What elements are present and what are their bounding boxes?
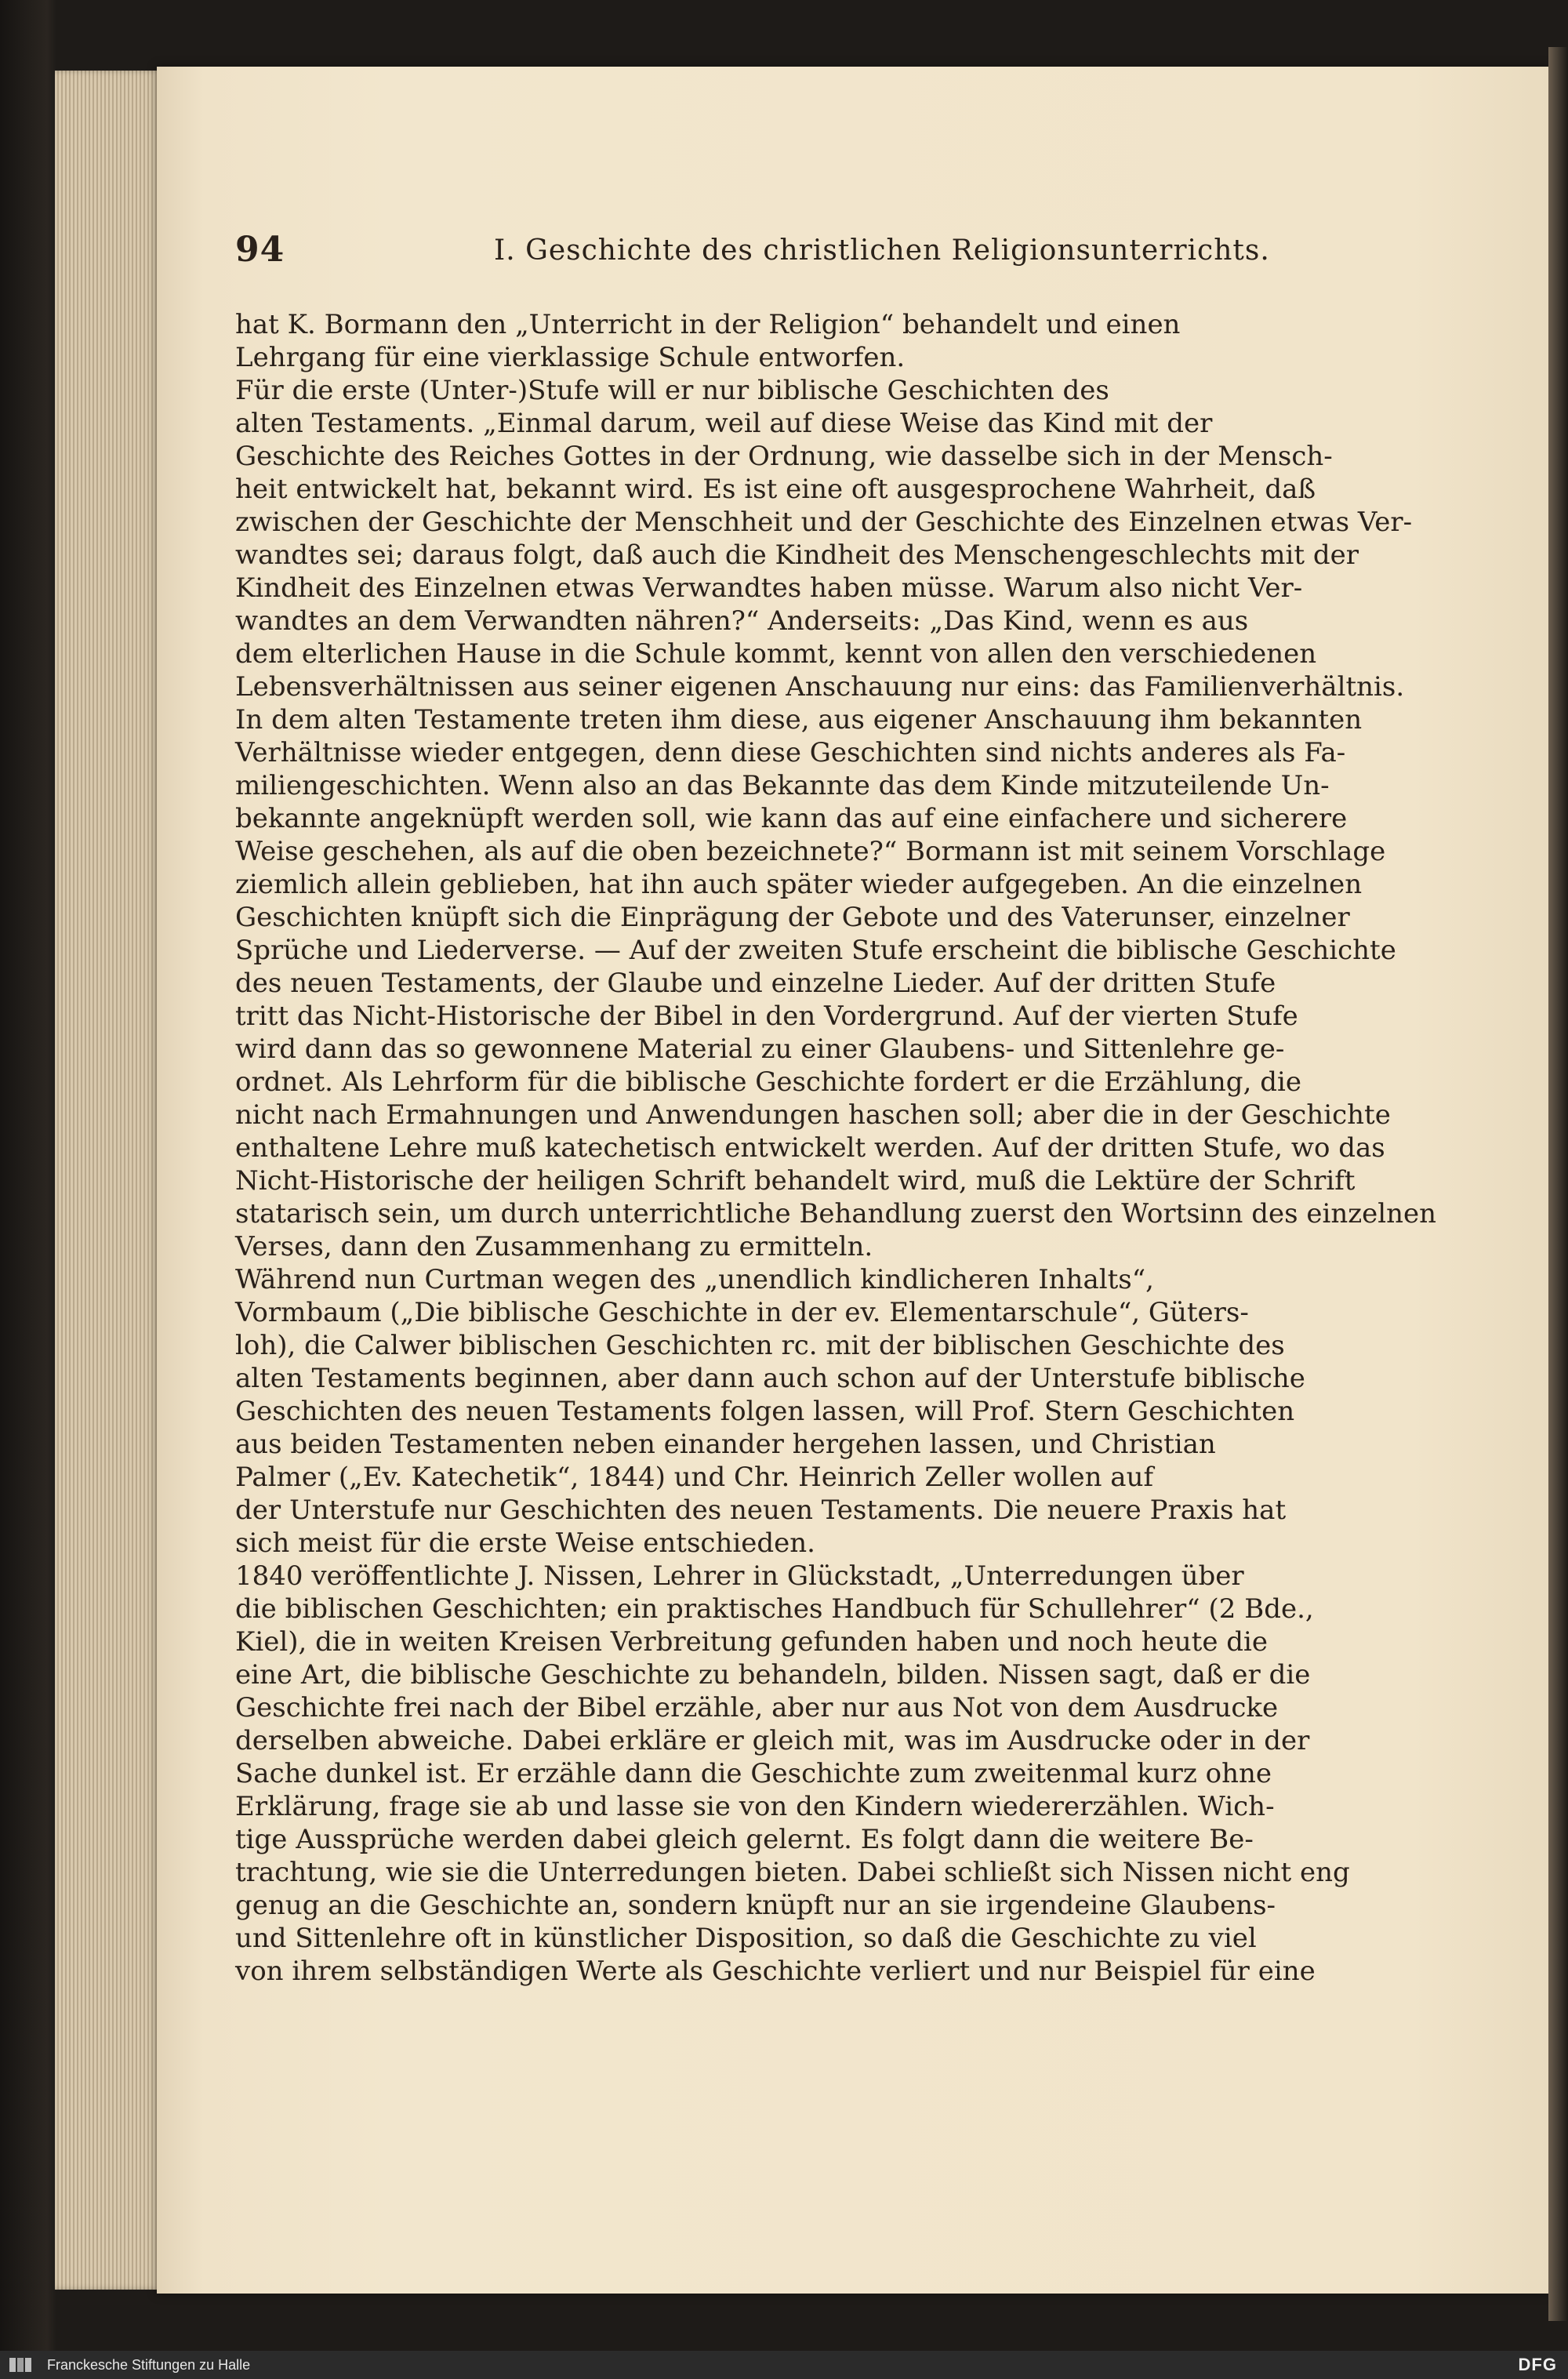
text-line: Nicht-Historische der heiligen Schrift behandelt wird, muß die Lektüre der Schrift bbox=[235, 1165, 1356, 1197]
text-line: enthaltene Lehre muß katechetisch entwickelt werden. Auf der dritten Stufe, wo das bbox=[235, 1132, 1385, 1164]
text-line: Geschichten des neuen Testaments folgen lassen, will Prof. Stern Geschichten bbox=[235, 1396, 1295, 1427]
text-line: eine Art, die biblische Geschichte zu behandeln, bilden. Nissen sagt, daß er die bbox=[235, 1659, 1311, 1691]
text-line: sich meist für die erste Weise entschieden. bbox=[235, 1527, 815, 1559]
body-text bbox=[235, 308, 1446, 1988]
text-line: aus beiden Testamenten neben einander hergehen lassen, und Christian bbox=[235, 1429, 1216, 1460]
text-line: Vormbaum („Die biblische Geschichte in der ev. Elementarschule“, Güters- bbox=[235, 1297, 1249, 1328]
text-line: wandtes sei; daraus folgt, daß auch die Kindheit des Menschengeschlechts mit der bbox=[235, 539, 1359, 571]
page-number: 94 bbox=[235, 230, 285, 270]
text-line: die biblischen Geschichten; ein praktisches Handbuch für Schullehrer“ (2 Bde., bbox=[235, 1593, 1314, 1625]
text-line: Weise geschehen, als auf die oben bezeichnete?“ Bormann ist mit seinem Vorschlage bbox=[235, 836, 1386, 867]
text-line: Sprüche und Liederverse. — Auf der zweiten Stufe erscheint die biblische Geschichte bbox=[235, 935, 1396, 966]
text-line: loh), die Calwer biblischen Geschichten rc. mit der biblischen Geschichte des bbox=[235, 1330, 1285, 1361]
text-line: genug an die Geschichte an, sondern knüpft nur an sie irgendeine Glaubens- bbox=[235, 1890, 1276, 1921]
text-line: Lehrgang für eine vierklassige Schule entworfen. bbox=[235, 342, 906, 373]
page-header bbox=[235, 230, 1450, 285]
text-line: tritt das Nicht-Historische der Bibel in den Vordergrund. Auf der vierten Stufe bbox=[235, 1001, 1298, 1032]
page-block-edges bbox=[55, 71, 165, 2290]
text-line: Während nun Curtman wegen des „unendlich kindlicheren Inhalts“, bbox=[235, 1264, 1154, 1295]
text-line: Kiel), die in weiten Kreisen Verbreitung gefunden haben und noch heute die bbox=[235, 1626, 1269, 1658]
text-line: bekannte angeknüpft werden soll, wie kann das auf eine einfachere und sicherere bbox=[235, 803, 1348, 834]
text-line: Geschichte frei nach der Bibel erzähle, aber nur aus Not von dem Ausdrucke bbox=[235, 1692, 1279, 1723]
text-line: der Unterstufe nur Geschichten des neuen Testaments. Die neuere Praxis hat bbox=[235, 1495, 1287, 1526]
text-line: In dem alten Testamente treten ihm diese, aus eigener Anschauung ihm bekannten bbox=[235, 704, 1363, 735]
text-line: wandtes an dem Verwandten nähren?“ Anderseits: „Das Kind, wenn es aus bbox=[235, 605, 1249, 637]
text-line: Kindheit des Einzelnen etwas Verwandtes haben müsse. Warum also nicht Ver- bbox=[235, 572, 1303, 604]
text-line: 1840 veröffentlichte J. Nissen, Lehrer in Glückstadt, „Unterredungen über bbox=[235, 1560, 1244, 1592]
text-line: und Sittenlehre oft in künstlicher Disposition, so daß die Geschichte zu viel bbox=[235, 1923, 1257, 1954]
text-line: nicht nach Ermahnungen und Anwendungen haschen soll; aber die in der Geschichte bbox=[235, 1099, 1391, 1131]
text-line: Palmer („Ev. Katechetik“, 1844) und Chr. Heinrich Zeller wollen auf bbox=[235, 1462, 1154, 1493]
institution-name: Franckesche Stiftungen zu Halle bbox=[47, 2357, 251, 2373]
text-line: von ihrem selbständigen Werte als Geschichte verliert und nur Beispiel für eine bbox=[235, 1956, 1316, 1987]
text-line: tige Aussprüche werden dabei gleich gelernt. Es folgt dann die weitere Be- bbox=[235, 1824, 1254, 1855]
institution-logo-icon bbox=[8, 2355, 39, 2374]
text-line: Für die erste (Unter-)Stufe will er nur biblische Geschichten des bbox=[235, 375, 1109, 406]
text-line: alten Testaments beginnen, aber dann auch schon auf der Unterstufe biblische bbox=[235, 1363, 1305, 1394]
running-head: I. Geschichte des christlichen Religionsunterrichts. bbox=[494, 234, 1270, 267]
text-line: wird dann das so gewonnene Material zu einer Glaubens- und Sittenlehre ge- bbox=[235, 1033, 1285, 1065]
viewer-footer bbox=[0, 2351, 1568, 2379]
text-line: trachtung, wie sie die Unterredungen bieten. Dabei schließt sich Nissen nicht eng bbox=[235, 1857, 1350, 1888]
gutter-shadow bbox=[1548, 47, 1568, 2321]
text-line: statarisch sein, um durch unterrichtliche Behandlung zuerst den Wortsinn des einzelnen bbox=[235, 1198, 1437, 1229]
text-line: hat K. Bormann den „Unterricht in der Religion“ behandelt und einen bbox=[235, 309, 1181, 340]
text-line: Geschichten knüpft sich die Einprägung der Gebote und des Vaterunser, einzelner bbox=[235, 902, 1350, 933]
text-line: alten Testaments. „Einmal darum, weil auf diese Weise das Kind mit der bbox=[235, 408, 1213, 439]
text-line: miliengeschichten. Wenn also an das Bekannte das dem Kinde mitzuteilende Un- bbox=[235, 770, 1330, 801]
text-line: Geschichte des Reiches Gottes in der Ordnung, wie dasselbe sich in der Mensch- bbox=[235, 441, 1333, 472]
dfg-logo: DFG bbox=[1518, 2355, 1557, 2374]
text-line: ordnet. Als Lehrform für die biblische Geschichte fordert er die Erzählung, die bbox=[235, 1066, 1301, 1098]
text-line: Verhältnisse wieder entgegen, denn diese Geschichten sind nichts anderes als Fa- bbox=[235, 737, 1346, 768]
text-line: derselben abweiche. Dabei erkläre er gleich mit, was im Ausdrucke oder in der bbox=[235, 1725, 1310, 1756]
text-line: zwischen der Geschichte der Menschheit und der Geschichte des Einzelnen etwas Ver- bbox=[235, 507, 1413, 538]
text-line: ziemlich allein geblieben, hat ihn auch später wieder aufgegeben. An die einzelnen bbox=[235, 869, 1363, 900]
text-line: Verses, dann den Zusammenhang zu ermitteln. bbox=[235, 1231, 873, 1262]
text-line: heit entwickelt hat, bekannt wird. Es ist eine oft ausgesprochene Wahrheit, daß bbox=[235, 474, 1316, 505]
text-line: Lebensverhältnissen aus seiner eigenen Anschauung nur eins: das Familienverhältnis. bbox=[235, 671, 1405, 703]
text-line: des neuen Testaments, der Glaube und einzelne Lieder. Auf der dritten Stufe bbox=[235, 968, 1276, 999]
text-line: Sache dunkel ist. Er erzähle dann die Geschichte zum zweitenmal kurz ohne bbox=[235, 1758, 1272, 1789]
text-line: Erklärung, frage sie ab und lasse sie von den Kindern wiedererzählen. Wich- bbox=[235, 1791, 1275, 1822]
text-line: dem elterlichen Hause in die Schule kommt, kennt von allen den verschiedenen bbox=[235, 638, 1317, 670]
